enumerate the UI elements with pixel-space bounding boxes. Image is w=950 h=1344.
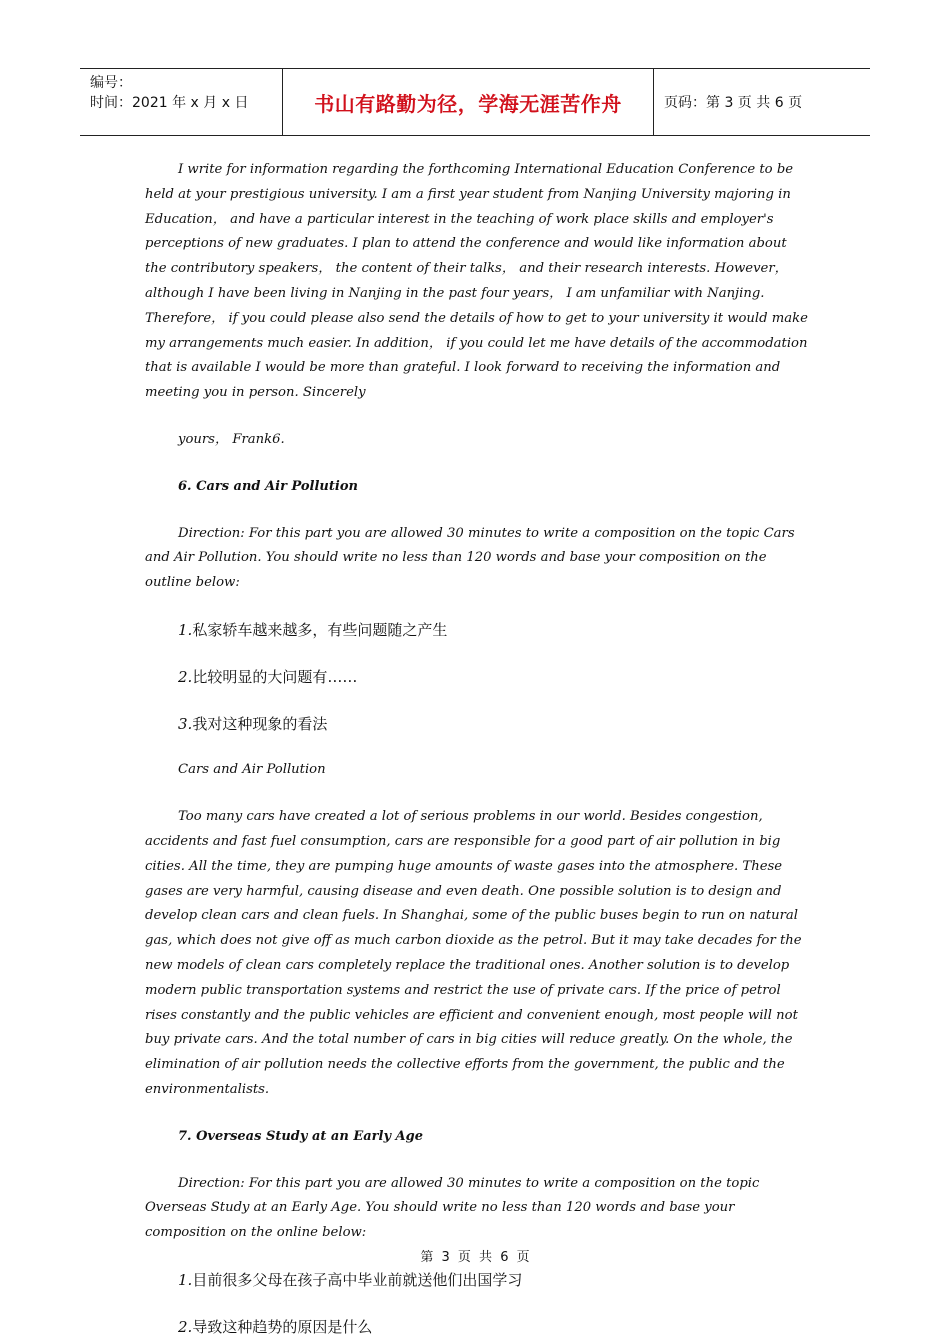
section6-outline-item-3: 3.我对这种现象的看法 <box>178 714 328 733</box>
header-page-label: 页码：第 3 页 共 6 页 <box>664 95 803 111</box>
section6-heading: 6. Cars and Air Pollution <box>178 478 358 494</box>
letter-paragraph: I write for information regarding the forthcoming International Education Conference to be held at your prestigious university. I am a first year student from Nanjing University majoring in Education， and have a particular interest in the teaching of work place skills and employer's perceptions of new graduates. I plan to attend the conference and would like information about the contributory speakers， the content of their talks， and their research interests. However， although I have been living in Nanjing in the past four years， I am unfamiliar with Nanjing. Therefore， if you could please also send the details of how to get to your university it would make my arrangements much easier. In addition， if you could let me have details of the accommodation that is available I would be more than grateful. I look forward to receiving the information and meeting you in person. Sincerely <box>145 162 808 401</box>
header-motto-cell <box>282 69 654 135</box>
section7-outline-item-1: 1.目前很多父母在孩子高中毕业前就送他们出国学习 <box>178 1270 523 1289</box>
document-body <box>145 158 810 1339</box>
essay-paragraph: Too many cars have created a lot of serious problems in our world. Besides congestion, accidents and fast fuel consumption, cars are responsible for a good part of air pollution in big cities. All the time, they are pumping huge amounts of waste gases into the atmosphere. These gases are very harmful, causing disease and even death. One possible solution is to design and develop clean cars and clean fuels. In Shanghai, some of the public buses begin to run on natural gas, which does not give off as much carbon dioxide as the petrol. But it may take decades for the new models of clean cars completely replace the traditional ones. Another solution is to develop modern public transportation systems and restrict the use of private cars. If the price of petrol rises constantly and the public vehicles are efficient and convenient enough, most people will not buy private cars. And the total number of cars in big cities will reduce greatly. On the whole, the elimination of air pollution needs the collective efforts from the government, the public and the environmentalists. <box>145 809 802 1097</box>
header-page-cell <box>654 69 870 135</box>
header-meta <box>80 69 282 135</box>
section6-outline-item-1: 1.私家轿车越来越多，有些问题随之产生 <box>178 620 448 639</box>
time-label: 时间：2021 年 x 月 x 日 <box>90 95 249 111</box>
section6-direction: Direction: For this part you are allowed 30 minutes to write a composition on the topic Cars and Air Pollution. You should write no less than 120 words and base your composition on the outline below: <box>145 525 795 591</box>
page-footer: 第 3 页 共 6 页 <box>420 1250 530 1265</box>
section7-outline-item-2: 2.导致这种趋势的原因是什么 <box>178 1317 373 1336</box>
section7-heading: 7. Overseas Study at an Early Age <box>178 1128 423 1144</box>
section7-direction: Direction: For this part you are allowed 30 minutes to write a composition on the topic Overseas Study at an Early Age. You should write no less than 120 words and base your composition on the online below: <box>145 1175 760 1241</box>
document-header <box>80 68 870 136</box>
number-label: 编号： <box>90 75 132 91</box>
section6-outline-item-2: 2.比较明显的大问题有…… <box>178 667 358 686</box>
letter-closing: yours， Frank6. <box>178 431 285 447</box>
essay-title: Cars and Air Pollution <box>178 762 326 778</box>
header-motto: 书山有路勤为径，学海无涯苦作舟 <box>314 91 622 116</box>
